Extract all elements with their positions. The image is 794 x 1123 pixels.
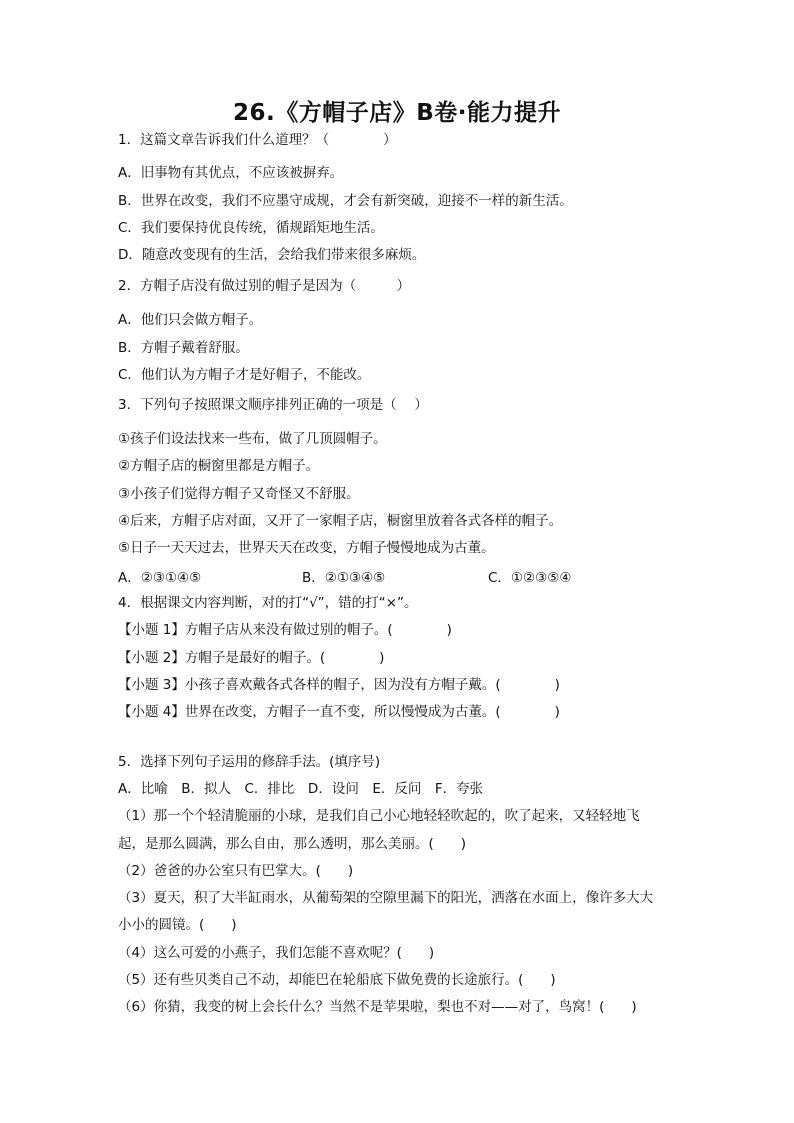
question-5-line-6: （4）这么可爱的小燕子，我们怎能不喜欢呢？( ) xyxy=(118,945,435,961)
question-4-item-4: 【小题 4】世界在改变，方帽子一直不变，所以慢慢成为古董。( ) xyxy=(118,704,560,720)
question-5-line-5: 小小的圆镜。( ) xyxy=(118,917,237,933)
question-4-item-2: 【小题 2】方帽子是最好的帽子。( ) xyxy=(118,650,385,666)
question-5-line-2: 起，是那么圆满，那么自由，那么透明，那么美丽。( ) xyxy=(118,836,467,852)
question-3-sentence-5: ⑤日子一天天过去，世界天天在改变，方帽子慢慢地成为古董。 xyxy=(118,540,495,556)
question-3-sentence-3: ③小孩子们觉得方帽子又奇怪又不舒服。 xyxy=(118,486,360,502)
question-3-sentence-1: ①孩子们设法找来一些布，做了几顶圆帽子。 xyxy=(118,431,387,447)
question-3-stem: 3．下列句子按照课文顺序排列正确的一项是（ ） xyxy=(118,397,428,413)
question-2-option-a: A．他们只会做方帽子。 xyxy=(118,312,263,328)
question-2-option-c: C．他们认为方帽子才是好帽子，不能改。 xyxy=(118,367,371,383)
question-5-choices: A．比喻 B．拟人 C．排比 D．设问 E．反问 F．夸张 xyxy=(118,781,484,797)
question-3-option-a: A．②③①④⑤ xyxy=(118,570,202,586)
question-4-stem: 4．根据课文内容判断，对的打“√”，错的打“×”。 xyxy=(118,595,418,611)
question-1-option-d: D．随意改变现有的生活，会给我们带来很多麻烦。 xyxy=(118,247,426,263)
question-3-option-b: B．②①③④⑤ xyxy=(302,570,386,586)
question-1-option-b: B．世界在改变，我们不应墨守成规，才会有新突破，迎接不一样的新生活。 xyxy=(118,193,573,209)
question-3-sentence-4: ④后来，方帽子店对面，又开了一家帽子店，橱窗里放着各式各样的帽子。 xyxy=(118,513,563,529)
question-2-stem: 2．方帽子店没有做过别的帽子是因为（ ） xyxy=(118,278,411,294)
question-5-line-3: （2）爸爸的办公室只有巴掌大。( ) xyxy=(118,863,354,879)
question-3-sentence-2: ②方帽子店的橱窗里都是方帽子。 xyxy=(118,458,320,474)
question-5-line-4: （3）夏天，积了大半缸雨水，从葡萄架的空隙里漏下的阳光，洒落在水面上，像许多大大 xyxy=(118,890,654,906)
question-5-stem: 5．选择下列句子运用的修辞手法。(填序号) xyxy=(118,754,381,770)
question-5-line-1: （1）那一个个轻清脆丽的小球，是我们自己小心地轻轻吹起的，吹了起来，又轻轻地飞 xyxy=(118,808,640,824)
question-5-line-7: （5）还有些贝类自己不动，却能巴在轮船底下做免费的长途旅行。( ) xyxy=(118,972,556,988)
page-title: 26.《方帽子店》B卷·能力提升 xyxy=(232,100,561,126)
question-1-stem: 1．这篇文章告诉我们什么道理？（ ） xyxy=(118,132,397,148)
question-5-line-8: （6）你猜，我变的树上会长什么？当然不是苹果啦，梨也不对——对了，鸟窝！( ) xyxy=(118,999,637,1015)
question-3-option-c: C．①②③⑤④ xyxy=(488,570,572,586)
question-1-option-a: A．旧事物有其优点，不应该被摒弃。 xyxy=(118,165,344,181)
question-4-item-3: 【小题 3】小孩子喜欢戴各式各样的帽子，因为没有方帽子戴。( ) xyxy=(118,677,560,693)
question-4-item-1: 【小题 1】方帽子店从来没有做过别的帽子。( ) xyxy=(118,622,452,638)
question-2-option-b: B．方帽子戴着舒服。 xyxy=(118,340,249,356)
question-1-option-c: C．我们要保持优良传统，循规蹈矩地生活。 xyxy=(118,220,384,236)
